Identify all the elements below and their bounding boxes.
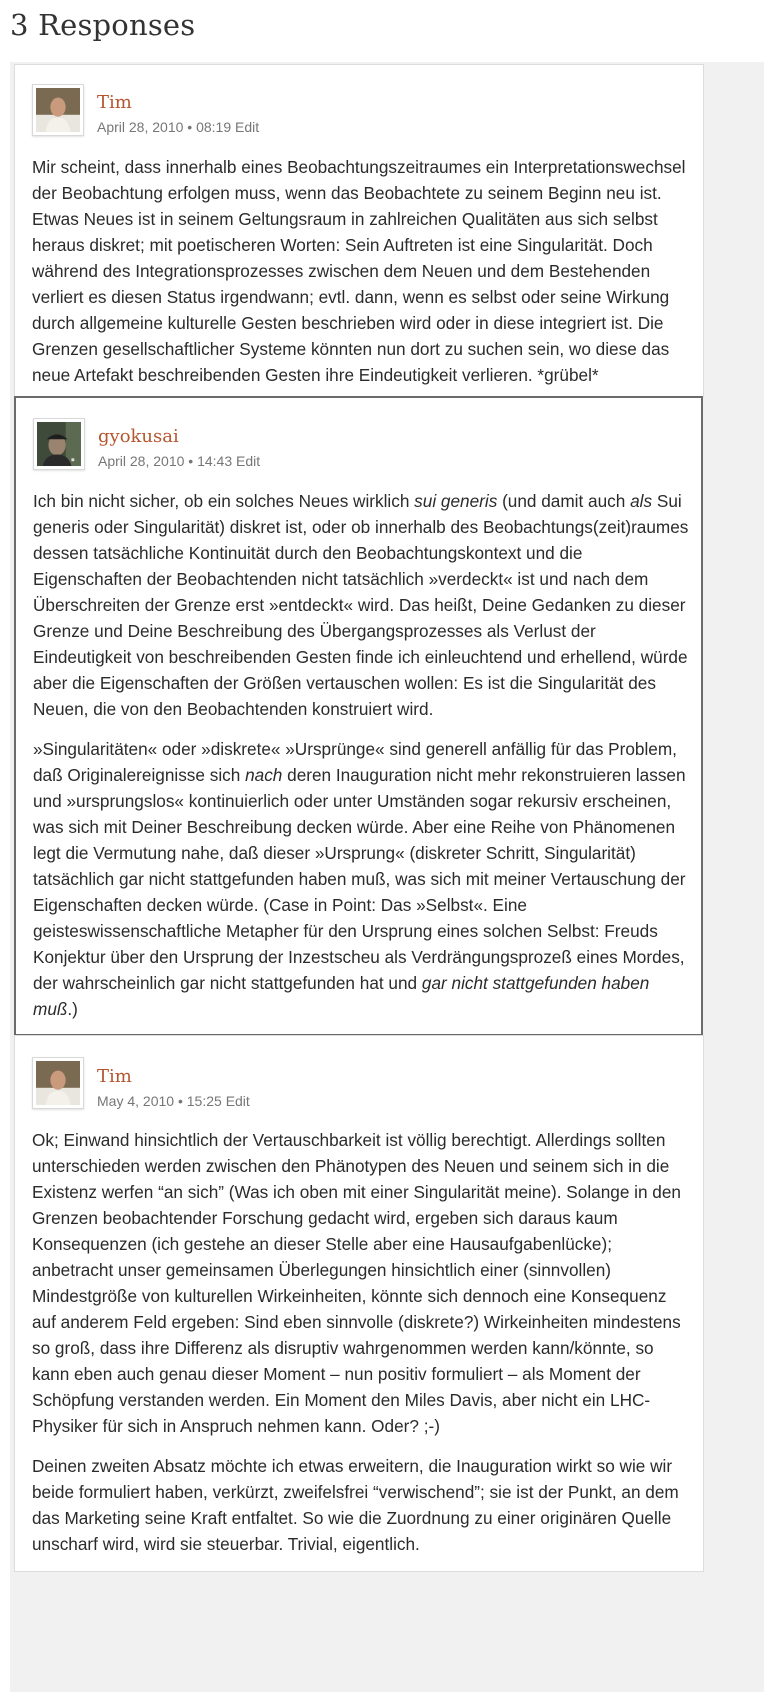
avatar[interactable] [33,418,85,470]
text-run: .) [67,999,78,1019]
avatar-photo-gyokusai [37,422,81,466]
comment-date-link[interactable]: April 28, 2010 • 08:19 [97,119,232,135]
avatar[interactable] [32,1057,84,1109]
comment-paragraph [33,488,693,722]
comment-2 [14,1035,704,1572]
comment-author[interactable]: Tim [97,1066,132,1087]
avatar-photo-tim [36,1061,80,1105]
comment-0 [14,64,704,397]
avatar-photo-tim [36,88,80,132]
comment-meta [98,453,260,469]
comment-meta [97,119,259,135]
comment-date-link[interactable]: May 4, 2010 • 15:25 [97,1093,222,1109]
comment-paragraph [32,1453,692,1557]
text-run: deren Inauguration nicht mehr rekonstruieren lassen und »ursprungslos« kontinuierlich oder unter Umständen sogar rekursiv erscheinen, was sich mit Deiner Beschreibung decken würde. Aber eine Reihe von Phänomenen legt die Vermutung nahe, daß dieser »Ursprung« (diskreter Schritt, Singularität) tatsächlich gar nicht stattgefunden haben muß, was sich mit meiner Vertauschung der Eigenschaften decken würde. (Case in Point: Das »Selbst«. Eine geisteswissenschaftliche Metapher für den Ursprung eines solchen Selbst: Freuds Konjektur über den Ursprung der Inzestscheu als Verdrängungsprozeß eines Mordes, der wahrscheinlich gar nicht stattgefunden hat und [33,765,686,993]
comment-meta [97,1093,250,1109]
emphasis-text: sui generis [414,491,498,511]
avatar[interactable] [32,84,84,136]
responses-heading: 3 Responses [10,8,196,42]
text-run: Deinen zweiten Absatz möchte ich etwas erweitern, die Inauguration wirkt so wie wir beide formuliert haben, verkürzt, zweifelsfrei “verwischend”; sie ist der Punkt, an dem das Marketing seine Kraft entfaltet. So wie die Zuordnung zu einer originären Quelle unscharf wird, wird sie steuerbar. Trivial, eigentlich. [32,1456,679,1554]
comment-date-link[interactable]: April 28, 2010 • 14:43 [98,453,233,469]
comment-paragraph [32,154,692,388]
comment-1 [14,396,703,1036]
emphasis-text: gar nicht stattgefunden haben muß [33,973,650,1019]
comment-paragraph [32,1127,692,1439]
comment-body [32,154,692,402]
emphasis-text: als [630,491,653,511]
comment-paragraph [33,736,693,1022]
emphasis-text: nach [245,765,283,785]
edit-link[interactable]: Edit [235,119,260,135]
text-run: »Singularitäten« oder »diskrete« »Ursprünge« sind generell anfällig für das Problem, daß Originalereignisse sich [33,739,677,785]
text-run: (und damit auch [497,491,631,511]
edit-link[interactable]: Edit [236,453,261,469]
comment-body [32,1127,692,1571]
comment-author[interactable]: gyokusai [98,426,179,447]
text-run: Sui generis oder Singularität) diskret ist, oder ob innerhalb des Beobachtungs(zeit)raumes dessen tatsächliche Kontinuität durch den Beobachtungskontext und die Eigenschaften der Beobachtenden nicht tatsächlich »verdeckt« ist und nach dem Überschreiten der Grenze erst »entdeckt« wird. Das heißt, Deine Gedanken zu dieser Grenze und Deine Beschreibung des Übergangsprozesses als Verlust der Eindeutigkeit von beschreibenden Gesten finde ich einleuchtend und erhellend, würde aber die Eigenschaften der Größen vertauschen wollen: Es ist die Singularität des Neuen, die von den Beobachtenden konstruiert wird. [33,491,689,719]
comment-author[interactable]: Tim [97,92,132,113]
text-run: Ich bin nicht sicher, ob ein solches Neues wirklich [33,491,415,511]
comment-body [33,488,693,1036]
comment-list [10,62,764,1692]
text-run: Mir scheint, dass innerhalb eines Beobachtungszeitraumes ein Interpretationswechsel der Beobachtung erfolgen muss, wenn das Beobachtete zu seinem Beginn neu ist. Etwas Neues ist in seinem Geltungsraum in zahlreichen Qualitäten aus sich selbst heraus diskret; mit poetischeren Worten: Sein Auftreten ist eine Singularität. Doch während des Integrationsprozesses zwischen dem Neuen und dem Bestehenden verliert es diesen Status irgendwann; evtl. dann, wenn es selbst oder seine Wirkung durch allgemeine kulturelle Gesten beschrieben wird oder in diese integriert ist. Die Grenzen gesellschaftlicher Systeme könnten nun dort zu suchen sein, wo diese das neue Artefakt beschreibenden Gesten ihre Eindeutigkeit verlieren. *grübel* [32,157,686,385]
text-run: Ok; Einwand hinsichtlich der Vertauschbarkeit ist völlig berechtigt. Allerdings sollten unterschieden werden zwischen den Phänotypen des Neuen und seinem sich in die Existenz werfen “an sich” (Was ich oben mit einer Singularität meine). Solange in den Grenzen beobachtender Forschung gedacht wird, ergeben sich daraus kaum Konsequenzen (ich gestehe an dieser Stelle aber eine Hausaufgabenlücke); anbetracht unser gemeinsamen Überlegungen hinsichtlich einer (sinnvollen) Mindestgröße von kulturellen Wirkeinheiten, könnte sich dennoch eine Konsequenz auf anderem Feld ergeben: Sind eben sinnvolle (diskrete?) Wirkeinheiten mindestens so groß, dass ihre Differenz als disruptiv wahrgenommen werden kann/könnte, so kann eben auch genau dieser Moment – nun positiv formuliert – als Moment der Schöpfung verstanden werden. Ein Moment den Miles Davis, aber nicht ein LHC-Physiker für sich in Anspruch nehmen kann. Oder? ;-) [32,1130,681,1436]
edit-link[interactable]: Edit [225,1093,250,1109]
